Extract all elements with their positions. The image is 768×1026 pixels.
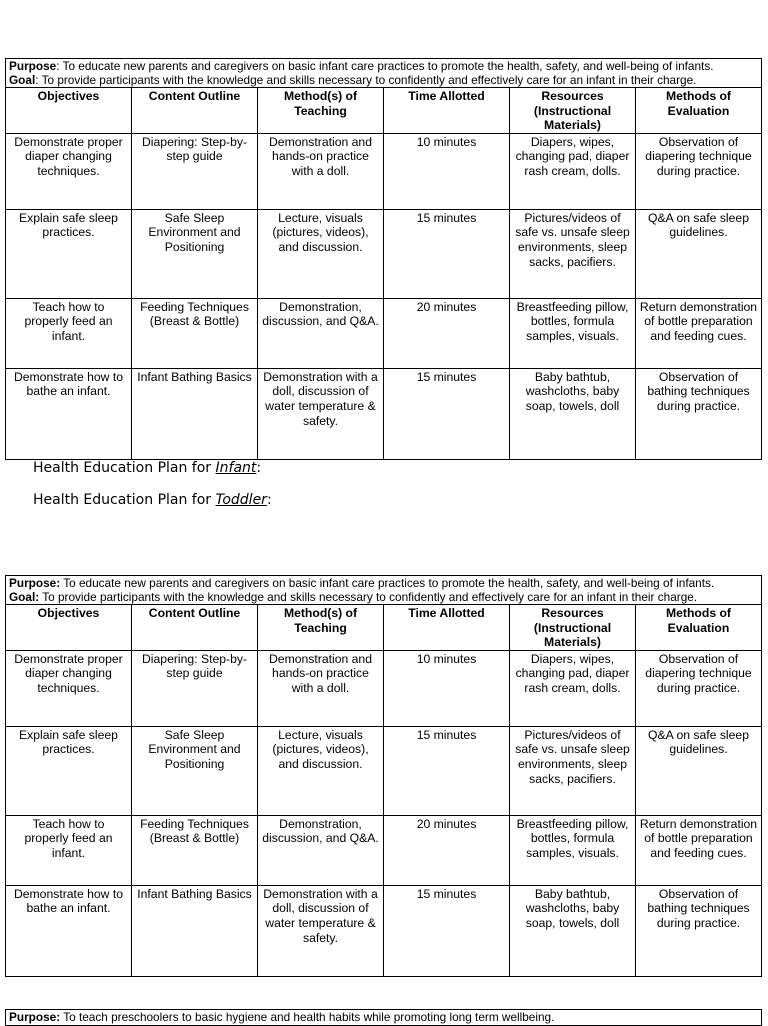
purpose-text: To educate new parents and caregivers on basic infant care practices to promote the health, safety, and well-being of infants. — [62, 59, 714, 73]
column-header: Objectives — [6, 605, 132, 651]
column-header: Method(s) of Teaching — [258, 605, 384, 651]
column-header-row — [6, 605, 762, 651]
table-cell: Diapering: Step-by-step guide — [132, 650, 258, 726]
plan-subject: Toddler — [215, 492, 267, 508]
table-cell: Demonstration and hands-on practice with a doll. — [258, 133, 384, 209]
table-cell: Breastfeeding pillow, bottles, formula samples, visuals. — [510, 815, 636, 885]
purpose-line — [9, 577, 758, 591]
column-header: Resources (Instructional Materials) — [510, 88, 636, 134]
purpose-goal-row — [6, 59, 762, 88]
purpose-text: To teach preschoolers to basic hygiene and health habits while promoting long term wellbeing. — [63, 1010, 555, 1024]
goal-text: To provide participants with the knowledge and skills necessary to confidently and effectively care for an infant in their charge. — [41, 72, 697, 87]
table-cell: 15 minutes — [384, 726, 510, 815]
table-cell: Demonstration, discussion, and Q&A. — [258, 298, 384, 368]
table-cell: 20 minutes — [384, 298, 510, 368]
table-cell: 10 minutes — [384, 133, 510, 209]
goal-text: To provide participants with the knowledge and skills necessary to confidently and effectively care for an infant in their charge. — [42, 589, 698, 604]
table-cell: Pictures/videos of safe vs. unsafe sleep environments, sleep sacks, pacifiers. — [510, 209, 636, 298]
table-cell: Lecture, visuals (pictures, videos), and discussion. — [258, 726, 384, 815]
table-cell: 15 minutes — [384, 885, 510, 976]
table-cell: Feeding Techniques (Breast & Bottle) — [132, 815, 258, 885]
table-cell: Diapers, wipes, changing pad, diaper rash cream, dolls. — [510, 133, 636, 209]
table-cell: Demonstrate proper diaper changing techniques. — [6, 133, 132, 209]
purpose-text: To educate new parents and caregivers on basic infant care practices to promote the health, safety, and well-being of infants. — [63, 576, 715, 590]
table-cell: Lecture, visuals (pictures, videos), and discussion. — [258, 209, 384, 298]
table-cell: 15 minutes — [384, 209, 510, 298]
purpose-row — [6, 1010, 762, 1026]
table-cell: Safe Sleep Environment and Positioning — [132, 726, 258, 815]
table-cell: Demonstration and hands-on practice with a doll. — [258, 650, 384, 726]
table-cell: Diapering: Step-by-step guide — [132, 133, 258, 209]
purpose-line — [9, 1011, 758, 1025]
table-cell: Baby bathtub, washcloths, baby soap, towels, doll — [510, 368, 636, 459]
table-row — [6, 726, 762, 815]
purpose-label: Purpose: — [9, 576, 61, 590]
purpose-label: Purpose — [9, 59, 57, 73]
goal-line: Goal: To provide participants with the knowledge and skills necessary to confidently and effectively care for an infant in their charge. — [9, 72, 697, 87]
purpose-label: Purpose: — [9, 1010, 61, 1024]
column-header-row — [6, 88, 762, 134]
column-header: Time Allotted — [384, 88, 510, 134]
table-row — [6, 885, 762, 976]
table-cell: Explain safe sleep practices. — [6, 209, 132, 298]
table-cell: Demonstration with a doll, discussion of water temperature & safety. — [258, 368, 384, 459]
column-header: Time Allotted — [384, 605, 510, 651]
column-header: Method(s) of Teaching — [258, 88, 384, 134]
table-cell: Teach how to properly feed an infant. — [6, 815, 132, 885]
table-cell: 20 minutes — [384, 815, 510, 885]
table-cell: Pictures/videos of safe vs. unsafe sleep environments, sleep sacks, pacifiers. — [510, 726, 636, 815]
table-cell: Demonstration with a doll, discussion of water temperature & safety. — [258, 885, 384, 976]
table-cell: Return demonstration of bottle preparation and feeding cues. — [636, 298, 762, 368]
purpose-goal-cell — [6, 59, 762, 88]
table-row — [6, 209, 762, 298]
table-cell: Teach how to properly feed an infant. — [6, 298, 132, 368]
goal-line — [9, 591, 758, 605]
toddler-plan-caption: Health Education Plan for Toddler: — [33, 492, 272, 508]
table-row — [6, 133, 762, 209]
column-header: Methods of Evaluation — [636, 88, 762, 134]
plan-subject: Infant — [215, 460, 257, 476]
purpose-line: Purpose: To educate new parents and caregivers on basic infant care practices to promote the health, safety, and well-being of infants. — [9, 59, 714, 73]
table-cell: Baby bathtub, washcloths, baby soap, towels, doll — [510, 885, 636, 976]
purpose-goal-row — [6, 576, 762, 605]
table-row — [6, 815, 762, 885]
table-cell: Observation of diapering technique during practice. — [636, 650, 762, 726]
table-cell: Feeding Techniques (Breast & Bottle) — [132, 298, 258, 368]
table-cell: Demonstration, discussion, and Q&A. — [258, 815, 384, 885]
column-header: Resources (Instructional Materials) — [510, 605, 636, 651]
infant-plan-table-2 — [5, 575, 762, 977]
table-cell: Infant Bathing Basics — [132, 885, 258, 976]
goal-label: Goal — [9, 72, 36, 87]
table-cell: Demonstrate how to bathe an infant. — [6, 368, 132, 459]
table-cell: Diapers, wipes, changing pad, diaper rash cream, dolls. — [510, 650, 636, 726]
table-cell: Q&A on safe sleep guidelines. — [636, 209, 762, 298]
infant-plan-caption: Health Education Plan for Infant: — [33, 460, 262, 476]
column-header: Methods of Evaluation — [636, 605, 762, 651]
column-header: Content Outline — [132, 605, 258, 651]
column-header: Objectives — [6, 88, 132, 134]
table-cell: Explain safe sleep practices. — [6, 726, 132, 815]
table-cell: Breastfeeding pillow, bottles, formula samples, visuals. — [510, 298, 636, 368]
table-row — [6, 298, 762, 368]
purpose-cell — [6, 1010, 762, 1026]
table-row — [6, 650, 762, 726]
table-row — [6, 368, 762, 459]
goal-label: Goal: — [9, 589, 40, 604]
purpose-goal-cell — [6, 576, 762, 605]
table-cell: Demonstrate proper diaper changing techniques. — [6, 650, 132, 726]
table-cell: Observation of bathing techniques during practice. — [636, 368, 762, 459]
table-cell: Safe Sleep Environment and Positioning — [132, 209, 258, 298]
table-cell: Return demonstration of bottle preparation and feeding cues. — [636, 815, 762, 885]
preschool-plan-table — [5, 1009, 762, 1026]
table-cell: Observation of diapering technique during practice. — [636, 133, 762, 209]
infant-plan-table-1 — [5, 58, 762, 460]
table-cell: 10 minutes — [384, 650, 510, 726]
table-cell: Observation of bathing techniques during practice. — [636, 885, 762, 976]
table-cell: Demonstrate how to bathe an infant. — [6, 885, 132, 976]
column-header: Content Outline — [132, 88, 258, 134]
table-cell: Q&A on safe sleep guidelines. — [636, 726, 762, 815]
table-cell: 15 minutes — [384, 368, 510, 459]
table-cell: Infant Bathing Basics — [132, 368, 258, 459]
